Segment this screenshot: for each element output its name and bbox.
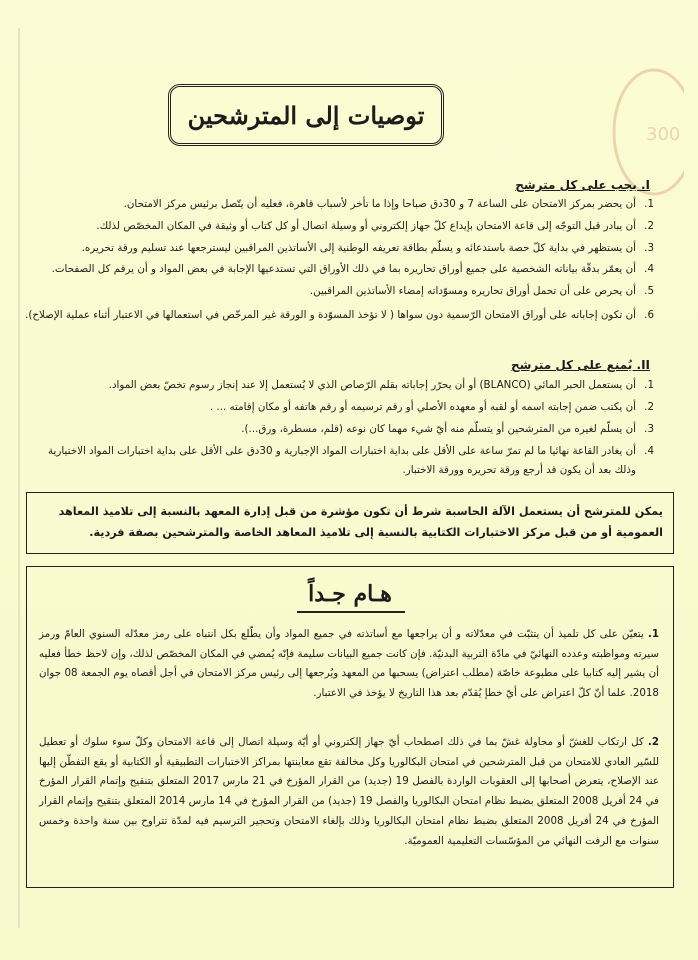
list-item: 2. أن يبادر قبل التوجّه إلى قاعة الامتحان بإيداع كلّ جهاز إلكتروني أو وسيلة اتصال أو كل كتاب أو وثيقة في المكان المخصّص لذلك. (96, 219, 654, 232)
list-item: 3. أن يستظهر في بداية كلّ حصة باستدعائه و يسلّم بطاقة تعريفه الوطنية إلى الأساتذين المراقبين ليسترجعها عند تسليم ورقة تحريره. (81, 241, 654, 254)
section2-list (24, 377, 654, 480)
section1-list (24, 196, 654, 326)
page-edge (18, 28, 20, 928)
list-item: 4. أن يعمّر بدقّة بياناته الشخصية على جميع أوراق تحاريره بما في ذلك الأوراق التي تستدعيها الإجابة في بعض المواد و أن يرقم كل الصفحات. (51, 263, 654, 276)
list-item: 3. أن يسلّم لغيره من المترشحين أو يتسلّم منه أيّ شيء مهما كان نوعه (قلم، مسطرة، ورق...). (241, 422, 654, 435)
section1-heading: I. يجب على كل مترشح (515, 178, 650, 192)
list-item: 4. أن يغادر القاعة نهائيا ما لم تمرّ ساعة على الأقل على بداية اختبارات المواد الإجبارية و 30دق على الأقل على بداية اختبارات المواد الاختيارية وذلك بعد أن يكون قد أرجع ورقة تحريره وورقة الاختبار. (48, 445, 654, 477)
list-item: 6. أن تكون إجاباته على أوراق الامتحان الرّسمية دون سواها ( لا تؤخذ المسوّدة و الورقة غير المرخّص في استعمالها في الاعتبار أثناء عملية الإصلاح). (25, 308, 654, 321)
list-item: 2. أن يكتب ضمن إجابته اسمه أو لقبه أو معهده الأصلي أو رقم ترسيمه أو رقم هاتفه أو مكان إقامته ... . (209, 400, 654, 413)
section2-heading: II. يُمنع على كل مترشح (510, 358, 650, 372)
important-heading: هـام جـداً (308, 581, 392, 607)
page-title: توصيات إلى المترشحين (187, 100, 425, 130)
title-box (168, 84, 444, 146)
calculator-note: يمكن للمترشح أن يستعمل الآلة الحاسبة شرط أن تكون مؤشرة من قبل إدارة المعهد بالنسبة إلى تلاميذ المعاهد العمومية أو من قبل مركز الاختبارات الكتابية بالنسبة إلى تلاميذ المعاهد الخاصة والمترشحين بصفة فردية. (58, 505, 663, 539)
calculator-note-box (26, 492, 674, 554)
list-item: 1. أن يستعمل الحبر المائي (BLANCO) أو أن يحرّر إجاباته بقلم الرّصاص الذي لا يُستعمل إلا عند إنجاز رسوم تخصّ بعض المواد. (108, 379, 654, 391)
list-item: 5. أن يحرص على أن تحمل أوراق تحاريره ومسوّداته إمضاء الأساتذين المراقبين. (309, 285, 654, 298)
important-paragraph-2: 2. كل ارتكاب للغشّ أو محاولة غشّ بما في ذلك اصطحاب أيّ جهاز إلكتروني أو أيّة وسيلة اتصال إلى قاعة الامتحان وكلّ سوء سلوك أو تعطيل للسّير العادي للامتحان من قبل المترشحين في امتحان البكالوريا وكل مخالفة تقع معاينتها بمراكز الاختبارات التطبيقية أو الكتابية أو يقع التفطّن إليها عند الإصلاح، يتعرض أصحابها إلى العقوبات الواردة بالفصل 19 (جديد) من القرار المؤرخ في 21 مارس 2017 المتعلق بتنقيح وإتمام القرار المؤرخ في 24 أفريل 2008 المتعلق بضبط نظام امتحان البكالوريا والفصل 19 (جديد) من القرار المؤرخ في 14 مارس 2014 المتعلق بتنقيح وإتمام القرار المؤرخ في 24 أفريل 2008 المتعلق بضبط نظام امتحان البكالوريا وذلك بإلغاء الامتحان وتحجير الترسيم فيه لمدّة تتراوح بين سنة واحدة وخمس سنوات مع الرفت النهائي من المؤسّسات التعليمية العموميّة. (39, 736, 659, 847)
important-paragraph-1: 1. يتعيّن على كل تلميذ أن يتثبّت في معدّلاته و أن يراجعها مع أساتذته في جميع المواد وأن يطّلع بكل انتباه على رمز معدّله السنوي العامّ ورمز سيرته ومواظبته وعدده النهائيّ في مادّة التربية البدنيّة. فإن كانت جميع البيانات سليمة فإنّه يُمضي في المكان المخصّص لذلك، وإن لاحظ خطأ فعليه أن يشير إليه كتابيا على مطبوعة خاصّة (مطلب اعتراض) يسحبها من المعهد ويُرجعها إلى رئيس مركز الامتحان في أجل أقصاه يوم الجمعة 08 جوان 2018. علما أنّ كلّ اعتراض على أيّ خطإ يُقدّم بعد هذا التاريخ لا يؤخذ في الاعتبار. (39, 628, 659, 700)
list-item: 1. أن يحضر بمركز الامتحان على الساعة 7 و 30دق صباحا وإذا ما تأخر لأسباب قاهرة، فعليه أن يتّصل برئيس مركز الامتحان. (123, 198, 654, 210)
important-box (26, 566, 674, 888)
stamp-number: 300 (646, 124, 681, 145)
heading-underline (297, 611, 405, 613)
